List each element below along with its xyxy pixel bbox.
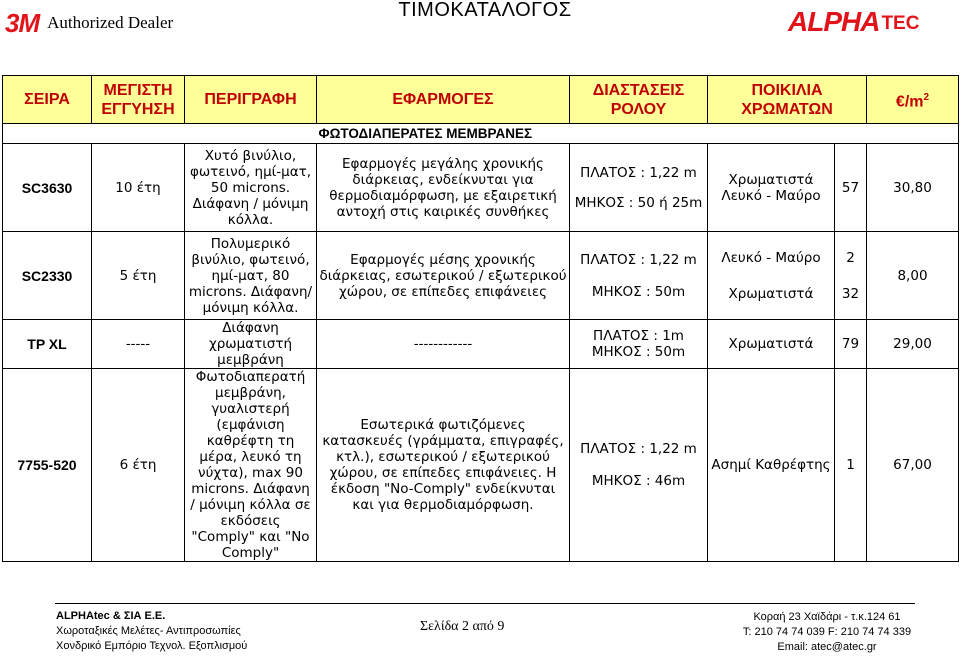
series-code: SC3630 — [3, 144, 92, 232]
3m-logo — [5, 7, 174, 38]
footer-company — [56, 609, 247, 654]
color-count-cell — [835, 232, 867, 320]
3m-logo-mark: 3M — [5, 7, 40, 38]
color-count-cell: 1 — [835, 369, 867, 562]
roll-length: ΜΗΚΟΣ : 50 ή 25m — [574, 194, 703, 211]
color-count-b: 32 — [841, 285, 860, 302]
company-line-3: Χονδρικό Εμπόριο Τεχνολ. Εξοπλισμού — [56, 640, 248, 652]
col-header-price — [867, 76, 959, 124]
header-row — [3, 76, 959, 124]
col-header-colors: ΠΟΙΚΙΛΙΑ ΧΡΩΜΑΤΩΝ — [708, 76, 867, 124]
price-unit-sup: 2 — [923, 91, 930, 103]
document-title: ΤΙΜΟΚΑΤΑΛΟΓΟΣ — [398, 0, 572, 21]
description-cell: Διάφανη χρωματιστή μεμβράνη — [185, 320, 317, 369]
alphatec-logo-tec: TEC — [881, 13, 920, 34]
company-line-2: Χωροταξικές Μελέτες- Αντιπροσωπίες — [56, 625, 241, 637]
series-code: SC2330 — [3, 232, 92, 320]
color-count-cell: 57 — [835, 144, 867, 232]
colors-cell — [708, 232, 835, 320]
col-header-series: ΣΕΙΡΑ — [3, 76, 92, 124]
applications-cell: Εφαρμογές μεγάλης χρονικής διάρκειας, ενδείκνυται για θερμοδιαμόρφωση, με εξαιρετική αντοχή στις καιρικές συνθήκες — [317, 144, 570, 232]
price-cell: 29,00 — [867, 320, 959, 369]
authorized-dealer-text: Authorized Dealer — [47, 13, 174, 32]
warranty-cell: 10 έτη — [92, 144, 185, 232]
colors-cell: Χρωματιστά Λευκό - Μαύρο — [708, 144, 835, 232]
col-header-dimensions: ΔΙΑΣΤΑΣΕΙΣ ΡΟΛΟΥ — [570, 76, 708, 124]
table-row — [3, 144, 959, 232]
alphatec-logo-alpha: ALPHA — [788, 6, 880, 37]
dimensions-cell — [570, 232, 708, 320]
roll-width: ΠΛΑΤΟΣ : 1,22 m — [580, 251, 697, 268]
alphatec-logo — [788, 6, 920, 37]
company-phone: T: 210 74 74 039 F: 210 74 74 339 — [742, 626, 912, 638]
description-cell: Φωτοδιαπερατή μεμβράνη, γυαλιστερή (εμφάνιση καθρέφτη τη μέρα, λευκό τη νύχτα), max 90 microns. Διάφανη / μόνιμη κόλλα σε εκδόσεις "Comply" και "No Comply" — [185, 369, 317, 562]
series-code: TP XL — [3, 320, 92, 369]
section-row — [3, 124, 959, 144]
colors-cell: Ασημί Καθρέφτης — [708, 369, 835, 562]
roll-length: ΜΗΚΟΣ : 50m — [591, 283, 686, 300]
table-row — [3, 369, 959, 562]
price-table — [2, 75, 959, 562]
dimensions-cell — [570, 369, 708, 562]
description-cell: Πολυμερικό βινύλιο, φωτεινό, ημί-ματ, 80 microns. Διάφανη/μόνιμη κόλλα. — [185, 232, 317, 320]
color-count-a: 2 — [846, 249, 855, 266]
section-title: ΦΩΤΟΔΙΑΠΕΡΑΤΕΣ ΜΕΜΒΡΑΝΕΣ — [317, 124, 708, 144]
color-option-a: Λευκό - Μαύρο — [721, 249, 821, 266]
company-email: Email: atec@atec.gr — [777, 641, 877, 653]
applications-cell: ------------ — [317, 320, 570, 369]
applications-cell: Εφαρμογές μέσης χρονικής διάρκειας, εσωτερικού / εξωτερικού χώρου, σε επίπεδες επιφάνειες — [317, 232, 570, 320]
warranty-cell: 6 έτη — [92, 369, 185, 562]
col-header-warranty: ΜΕΓΙΣΤΗ ΕΓΓΥΗΣΗ — [92, 76, 185, 124]
roll-width: ΠΛΑΤΟΣ : 1,22 m — [580, 164, 697, 181]
roll-width: ΠΛΑΤΟΣ : 1,22 m — [580, 441, 697, 457]
price-cell: 8,00 — [867, 232, 959, 320]
page-header — [0, 0, 960, 44]
description-cell: Χυτό βινύλιο, φωτεινό, ημί-ματ, 50 microns. Διάφανη / μόνιμη κόλλα. — [185, 144, 317, 232]
price-cell: 67,00 — [867, 369, 959, 562]
colors-cell: Χρωματιστά — [708, 320, 835, 369]
col-header-description: ΠΕΡΙΓΡΑΦΗ — [185, 76, 317, 124]
roll-width: ΠΛΑΤΟΣ : 1m — [593, 328, 684, 344]
dimensions-cell — [570, 320, 708, 369]
roll-length: ΜΗΚΟΣ : 46m — [591, 473, 686, 489]
warranty-cell: 5 έτη — [92, 232, 185, 320]
color-option-b: Χρωματιστά — [728, 285, 814, 302]
table-row — [3, 232, 959, 320]
footer-divider — [55, 603, 915, 604]
color-count-cell: 79 — [835, 320, 867, 369]
price-unit: €/m — [895, 93, 924, 111]
applications-cell: Εσωτερικά φωτιζόμενες κατασκευές (γράμματα, επιγραφές, κτλ.), εσωτερικού / εξωτερικού χώρου, σε επίπεδες επιφάνειες. Η έκδοση "No-Comply" ενδείκνυται και για θερμοδιαμόρφωση. — [317, 369, 570, 562]
company-address: Κοραή 23 Χαϊδάρι - τ.κ.124 61 — [753, 611, 901, 623]
page-number: Σελίδα 2 από 9 — [420, 619, 505, 634]
series-code: 7755-520 — [3, 369, 92, 562]
company-name: ALPHAtec & ΣΙΑ Ε.Ε. — [56, 610, 166, 622]
warranty-cell: ----- — [92, 320, 185, 369]
roll-length: ΜΗΚΟΣ : 50m — [591, 344, 686, 360]
dimensions-cell — [570, 144, 708, 232]
price-cell: 30,80 — [867, 144, 959, 232]
col-header-applications: ΕΦΑΡΜΟΓΕΣ — [317, 76, 570, 124]
footer-contact — [727, 610, 927, 655]
table-row — [3, 320, 959, 369]
